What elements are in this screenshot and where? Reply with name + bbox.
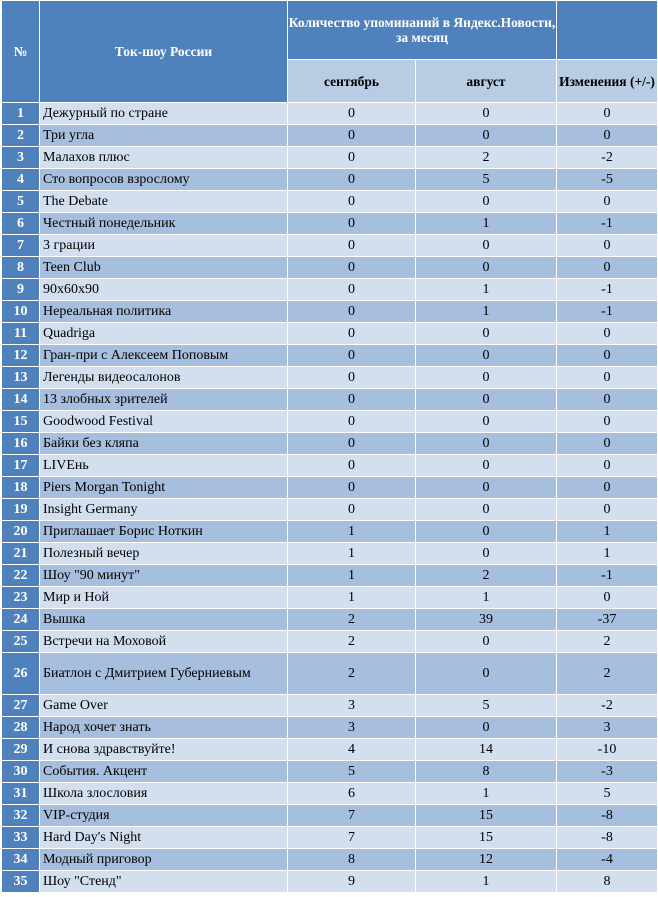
september-value: 6 <box>288 783 416 805</box>
row-number: 13 <box>2 367 40 389</box>
change-value: -10 <box>557 739 658 761</box>
september-value: 0 <box>288 433 416 455</box>
table-row <box>2 191 658 213</box>
table-row <box>2 565 658 587</box>
table-row <box>2 543 658 565</box>
row-number: 27 <box>2 695 40 717</box>
august-value: 0 <box>416 257 557 279</box>
show-name: Встречи на Моховой <box>40 631 288 653</box>
september-value: 0 <box>288 301 416 323</box>
show-name: Школа злословия <box>40 783 288 805</box>
header-september: сентябрь <box>288 60 416 103</box>
change-value: -1 <box>557 279 658 301</box>
september-value: 0 <box>288 367 416 389</box>
show-name: Мир и Ной <box>40 587 288 609</box>
change-value: 0 <box>557 191 658 213</box>
table-row <box>2 433 658 455</box>
row-number: 23 <box>2 587 40 609</box>
show-name: Сто вопросов взрослому <box>40 169 288 191</box>
header-august: август <box>416 60 557 103</box>
row-number: 15 <box>2 411 40 433</box>
show-name: Hard Day's Night <box>40 827 288 849</box>
header-number: № <box>2 1 40 103</box>
show-name: И снова здравствуйте! <box>40 739 288 761</box>
august-value: 2 <box>416 565 557 587</box>
table-row <box>2 477 658 499</box>
show-name: Полезный вечер <box>40 543 288 565</box>
header-show-name: Ток-шоу России <box>40 1 288 103</box>
table-row <box>2 587 658 609</box>
row-number: 21 <box>2 543 40 565</box>
row-number: 11 <box>2 323 40 345</box>
august-value: 39 <box>416 609 557 631</box>
august-value: 5 <box>416 169 557 191</box>
change-value: 1 <box>557 543 658 565</box>
change-value: 0 <box>557 455 658 477</box>
august-value: 0 <box>416 235 557 257</box>
september-value: 0 <box>288 257 416 279</box>
august-value: 5 <box>416 695 557 717</box>
september-value: 1 <box>288 587 416 609</box>
august-value: 0 <box>416 521 557 543</box>
august-value: 1 <box>416 587 557 609</box>
september-value: 0 <box>288 147 416 169</box>
september-value: 4 <box>288 739 416 761</box>
september-value: 0 <box>288 455 416 477</box>
change-value: 0 <box>557 125 658 147</box>
august-value: 8 <box>416 761 557 783</box>
row-number: 2 <box>2 125 40 147</box>
show-name: Teen Club <box>40 257 288 279</box>
talk-show-table <box>1 0 658 893</box>
row-number: 35 <box>2 871 40 893</box>
table-row <box>2 301 658 323</box>
show-name: Честный понедельник <box>40 213 288 235</box>
change-value: 3 <box>557 717 658 739</box>
august-value: 0 <box>416 323 557 345</box>
table-row <box>2 761 658 783</box>
august-value: 0 <box>416 389 557 411</box>
september-value: 3 <box>288 717 416 739</box>
table-row <box>2 499 658 521</box>
row-number: 30 <box>2 761 40 783</box>
change-value: -1 <box>557 565 658 587</box>
show-name: LIVEнь <box>40 455 288 477</box>
show-name: Модный приговор <box>40 849 288 871</box>
table-row <box>2 169 658 191</box>
table-row <box>2 323 658 345</box>
change-value: 0 <box>557 433 658 455</box>
september-value: 5 <box>288 761 416 783</box>
row-number: 9 <box>2 279 40 301</box>
change-value: 0 <box>557 499 658 521</box>
september-value: 0 <box>288 103 416 125</box>
row-number: 32 <box>2 805 40 827</box>
august-value: 0 <box>416 367 557 389</box>
change-value: 2 <box>557 631 658 653</box>
september-value: 0 <box>288 213 416 235</box>
change-value: 0 <box>557 389 658 411</box>
august-value: 0 <box>416 717 557 739</box>
august-value: 1 <box>416 783 557 805</box>
row-number: 19 <box>2 499 40 521</box>
show-name: События. Акцент <box>40 761 288 783</box>
august-value: 1 <box>416 279 557 301</box>
row-number: 16 <box>2 433 40 455</box>
show-name: Легенды видеосалонов <box>40 367 288 389</box>
show-name: 13 злобных зрителей <box>40 389 288 411</box>
change-value: -2 <box>557 147 658 169</box>
row-number: 22 <box>2 565 40 587</box>
august-value: 0 <box>416 499 557 521</box>
table-row <box>2 609 658 631</box>
table-row <box>2 717 658 739</box>
table-row <box>2 279 658 301</box>
header-mentions: Количество упоминаний в Яндекс.Новости, за месяц <box>288 1 557 60</box>
row-number: 26 <box>2 653 40 695</box>
show-name: Нереальная политика <box>40 301 288 323</box>
september-value: 0 <box>288 323 416 345</box>
august-value: 0 <box>416 125 557 147</box>
september-value: 0 <box>288 191 416 213</box>
september-value: 0 <box>288 279 416 301</box>
september-value: 0 <box>288 477 416 499</box>
row-number: 31 <box>2 783 40 805</box>
row-number: 10 <box>2 301 40 323</box>
august-value: 0 <box>416 345 557 367</box>
table-row <box>2 367 658 389</box>
august-value: 0 <box>416 631 557 653</box>
show-name: Goodwood Festival <box>40 411 288 433</box>
row-number: 6 <box>2 213 40 235</box>
august-value: 0 <box>416 477 557 499</box>
table-row <box>2 827 658 849</box>
row-number: 4 <box>2 169 40 191</box>
show-name: Дежурный по стране <box>40 103 288 125</box>
show-name: Малахов плюс <box>40 147 288 169</box>
show-name: 3 грации <box>40 235 288 257</box>
table-row <box>2 521 658 543</box>
september-value: 0 <box>288 389 416 411</box>
row-number: 5 <box>2 191 40 213</box>
august-value: 1 <box>416 871 557 893</box>
table-row <box>2 653 658 695</box>
row-number: 20 <box>2 521 40 543</box>
table-row <box>2 125 658 147</box>
row-number: 7 <box>2 235 40 257</box>
row-number: 29 <box>2 739 40 761</box>
change-value: 5 <box>557 783 658 805</box>
august-value: 0 <box>416 411 557 433</box>
september-value: 0 <box>288 499 416 521</box>
change-value: -3 <box>557 761 658 783</box>
august-value: 1 <box>416 301 557 323</box>
change-value: 0 <box>557 411 658 433</box>
row-number: 28 <box>2 717 40 739</box>
table-row <box>2 235 658 257</box>
change-value: 2 <box>557 653 658 695</box>
september-value: 0 <box>288 125 416 147</box>
august-value: 0 <box>416 191 557 213</box>
change-value: -2 <box>557 695 658 717</box>
table-row <box>2 805 658 827</box>
change-value: 1 <box>557 521 658 543</box>
september-value: 0 <box>288 169 416 191</box>
september-value: 1 <box>288 521 416 543</box>
show-name: Insight Germany <box>40 499 288 521</box>
table-row <box>2 739 658 761</box>
show-name: Три угла <box>40 125 288 147</box>
table-row <box>2 345 658 367</box>
august-value: 1 <box>416 213 557 235</box>
show-name: Вышка <box>40 609 288 631</box>
show-name: Quadriga <box>40 323 288 345</box>
row-number: 17 <box>2 455 40 477</box>
september-value: 1 <box>288 543 416 565</box>
row-number: 18 <box>2 477 40 499</box>
show-name: 90x60x90 <box>40 279 288 301</box>
august-value: 12 <box>416 849 557 871</box>
september-value: 2 <box>288 609 416 631</box>
table-row <box>2 783 658 805</box>
september-value: 0 <box>288 345 416 367</box>
change-value: -1 <box>557 301 658 323</box>
change-value: 0 <box>557 367 658 389</box>
september-value: 7 <box>288 805 416 827</box>
september-value: 9 <box>288 871 416 893</box>
september-value: 2 <box>288 631 416 653</box>
table-row <box>2 213 658 235</box>
row-number: 8 <box>2 257 40 279</box>
september-value: 0 <box>288 411 416 433</box>
row-number: 34 <box>2 849 40 871</box>
change-value: -4 <box>557 849 658 871</box>
august-value: 15 <box>416 827 557 849</box>
september-value: 3 <box>288 695 416 717</box>
row-number: 33 <box>2 827 40 849</box>
show-name: Game Over <box>40 695 288 717</box>
table-row <box>2 411 658 433</box>
show-name: Гран-при с Алексеем Поповым <box>40 345 288 367</box>
show-name: VIP-студия <box>40 805 288 827</box>
row-number: 25 <box>2 631 40 653</box>
september-value: 8 <box>288 849 416 871</box>
change-value: 0 <box>557 103 658 125</box>
august-value: 0 <box>416 103 557 125</box>
change-value: 0 <box>557 323 658 345</box>
table-row <box>2 455 658 477</box>
august-value: 0 <box>416 455 557 477</box>
table-row <box>2 147 658 169</box>
row-number: 14 <box>2 389 40 411</box>
table-row <box>2 871 658 893</box>
september-value: 1 <box>288 565 416 587</box>
august-value: 15 <box>416 805 557 827</box>
header-change: Изменения (+/-) <box>557 60 658 103</box>
august-value: 2 <box>416 147 557 169</box>
change-value: 8 <box>557 871 658 893</box>
show-name: Приглашает Борис Ноткин <box>40 521 288 543</box>
change-value: 0 <box>557 235 658 257</box>
table-row <box>2 695 658 717</box>
change-value: -8 <box>557 805 658 827</box>
show-name: Шоу "Стенд" <box>40 871 288 893</box>
change-value: -8 <box>557 827 658 849</box>
show-name: The Debate <box>40 191 288 213</box>
change-value: -37 <box>557 609 658 631</box>
change-value: 0 <box>557 477 658 499</box>
august-value: 0 <box>416 543 557 565</box>
row-number: 1 <box>2 103 40 125</box>
august-value: 14 <box>416 739 557 761</box>
september-value: 0 <box>288 235 416 257</box>
table-row <box>2 257 658 279</box>
table-row <box>2 389 658 411</box>
change-value: 0 <box>557 345 658 367</box>
table-row <box>2 103 658 125</box>
row-number: 12 <box>2 345 40 367</box>
table-body <box>2 103 658 893</box>
september-value: 2 <box>288 653 416 695</box>
table-row <box>2 849 658 871</box>
change-value: 0 <box>557 257 658 279</box>
show-name: Биатлон с Дмитрием Губерниевым <box>40 653 288 695</box>
change-value: 0 <box>557 587 658 609</box>
change-value: -5 <box>557 169 658 191</box>
change-value: -1 <box>557 213 658 235</box>
august-value: 0 <box>416 653 557 695</box>
september-value: 7 <box>288 827 416 849</box>
august-value: 0 <box>416 433 557 455</box>
header-blank <box>557 1 658 60</box>
show-name: Байки без кляпа <box>40 433 288 455</box>
show-name: Piers Morgan Tonight <box>40 477 288 499</box>
show-name: Шоу "90 минут" <box>40 565 288 587</box>
row-number: 3 <box>2 147 40 169</box>
row-number: 24 <box>2 609 40 631</box>
show-name: Народ хочет знать <box>40 717 288 739</box>
table-row <box>2 631 658 653</box>
